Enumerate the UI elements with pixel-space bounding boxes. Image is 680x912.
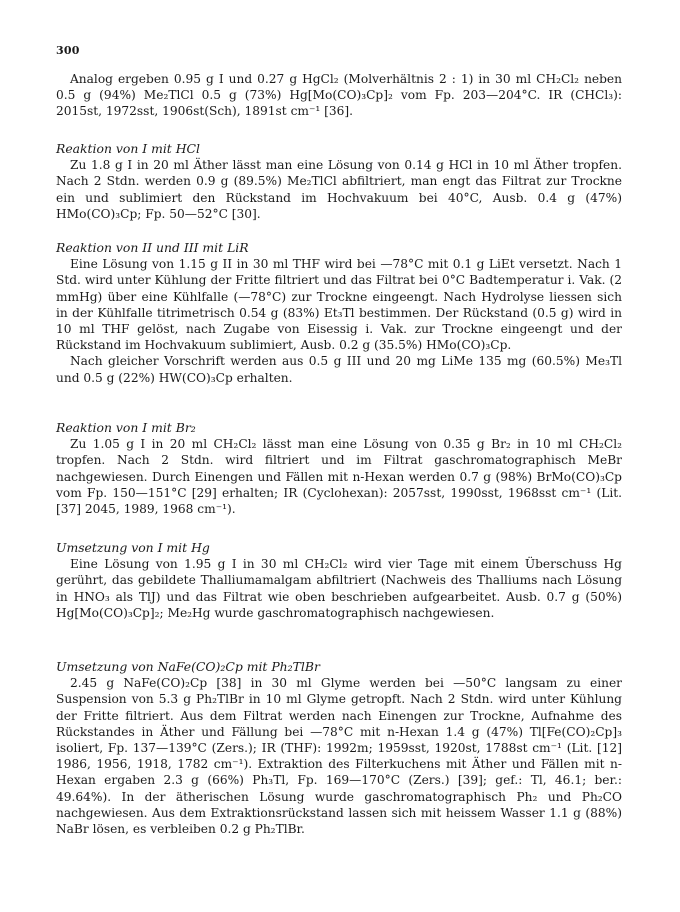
section-heading: Reaktion von I mit Br₂ (56, 420, 196, 435)
section-paragraph: Zu 1.8 g I in 20 ml Äther lässt man eine Lösung von 0.14 g HCl in 10 ml Äther tropfen. Nach 2 Stdn. werden 0.9 g (89.5%) Me₂TlCl abfiltriert, man engt das Filtrat zur Trockne ein und sublimiert den Rückstand im Hochvakuum bei 40°C, Ausb. 0.4 g (47%) HMo(CO)₃Cp; Fp. 50—52°C [30]. (56, 158, 622, 221)
section-paragraph: 2.45 g NaFe(CO)₂Cp [38] in 30 ml Glyme werden bei —50°C langsam zu einer Suspension von 5.3 g Ph₂TlBr in 10 ml Glyme getropft. Nach 2 Stdn. wird unter Kühlung der Fritte filtriert. Aus dem Filtrat werden nach Einengen zur Trockne, Aufnahme des Rückstandes in Äther und Fällung bei —78°C mit n-Hexan 1.4 g (47%) Tl[Fe(CO)₂Cp]₃ isoliert, Fp. 137—139°C (Zers.); IR (THF): 1992m; 1959sst, 1920st, 1788st cm⁻¹ (Lit. [12] 1986, 1956, 1918, 1782 cm⁻¹). Extraktion des Filterkuchens mit Äther und Fällen mit n-Hexan ergaben 2.3 g (66%) Ph₃Tl, Fp. 169—170°C (Zers.) [39]; gef.: Tl, 46.1; ber.: 49.64%). In der ätherischen Lösung wurde gaschromatographisch Ph₂ und Ph₂CO nachgewiesen. Aus dem Extraktionsrückstand lassen sich mit heissem Wasser 1.1 g (88%) NaBr lösen, es verbleiben 0.2 g Ph₂TlBr. (56, 676, 622, 837)
section-paragraph: Eine Lösung von 1.95 g I in 30 ml CH₂Cl₂ wird vier Tage mit einem Überschuss Hg gerührt, das gebildete Thalliumamalgam abfiltriert (Nachweis des Thalliums nach Lösung in HNO₃ als TlJ) und das Filtrat wie oben beschrieben aufgearbeitet. Ausb. 0.7 g (50%) Hg[Mo(CO)₃Cp]₂; Me₂Hg wurde gaschromatographisch nachgewiesen. (56, 557, 622, 620)
section-heading: Umsetzung von NaFe(CO)₂Cp mit Ph₂TlBr (56, 659, 320, 674)
intro-paragraph-block (56, 71, 622, 120)
section-hg (56, 540, 622, 621)
section-heading: Reaktion von II und III mit LiR (56, 240, 249, 255)
section-heading: Umsetzung von I mit Hg (56, 540, 210, 555)
section-paragraph: Eine Lösung von 1.15 g II in 30 ml THF wird bei —78°C mit 0.1 g LiEt versetzt. Nach 1 Std. wird unter Kühlung der Fritte filtriert und das Filtrat bei 0°C Badtemperatur i. Vak. (2 mmHg) über eine Kühlfalle (—78°C) zur Trockne eingeengt. Nach Hydrolyse liessen sich in der Kühlfalle titrimetrisch 0.54 g (83%) Et₃Tl bestimmen. Der Rückstand (0.5 g) wird in 10 ml THF gelöst, nach Zugabe von Eisessig i. Vak. zur Trockne eingeengt und der Rückstand im Hochvakuum sublimiert, Ausb. 0.2 g (35.5%) HMo(CO)₃Cp. (56, 257, 622, 353)
section-br2 (56, 420, 622, 517)
section-heading: Reaktion von I mit HCl (56, 141, 200, 156)
page-number: 300 (56, 44, 80, 57)
intro-paragraph: Analog ergeben 0.95 g I und 0.27 g HgCl₂ (Molverhältnis 2 : 1) in 30 ml CH₂Cl₂ neben 0.5 g (94%) Me₂TlCl 0.5 g (73%) Hg[Mo(CO)₃Cp]₂ vom Fp. 203—204°C. IR (CHCl₃): 2015st, 1972sst, 1906st(Sch), 1891st cm⁻¹ [36]. (56, 72, 622, 119)
section-nafe (56, 659, 622, 837)
section-paragraph: Nach gleicher Vorschrift werden aus 0.5 g III und 20 mg LiMe 135 mg (60.5%) Me₃Tl und 0.5 g (22%) HW(CO)₃Cp erhalten. (56, 354, 622, 385)
section-hcl (56, 141, 622, 222)
section-lir (56, 240, 622, 386)
section-paragraph: Zu 1.05 g I in 20 ml CH₂Cl₂ lässt man eine Lösung von 0.35 g Br₂ in 10 ml CH₂Cl₂ tropfen. Nach 2 Stdn. wird filtriert und im Filtrat gaschromatographisch MeBr nachgewiesen. Durch Einengen und Fällen mit n-Hexan werden 0.7 g (98%) BrMo(CO)₃Cp vom Fp. 150—151°C [29] erhalten; IR (Cyclohexan): 2057sst, 1990sst, 1968sst cm⁻¹ (Lit. [37] 2045, 1989, 1968 cm⁻¹). (56, 437, 622, 517)
